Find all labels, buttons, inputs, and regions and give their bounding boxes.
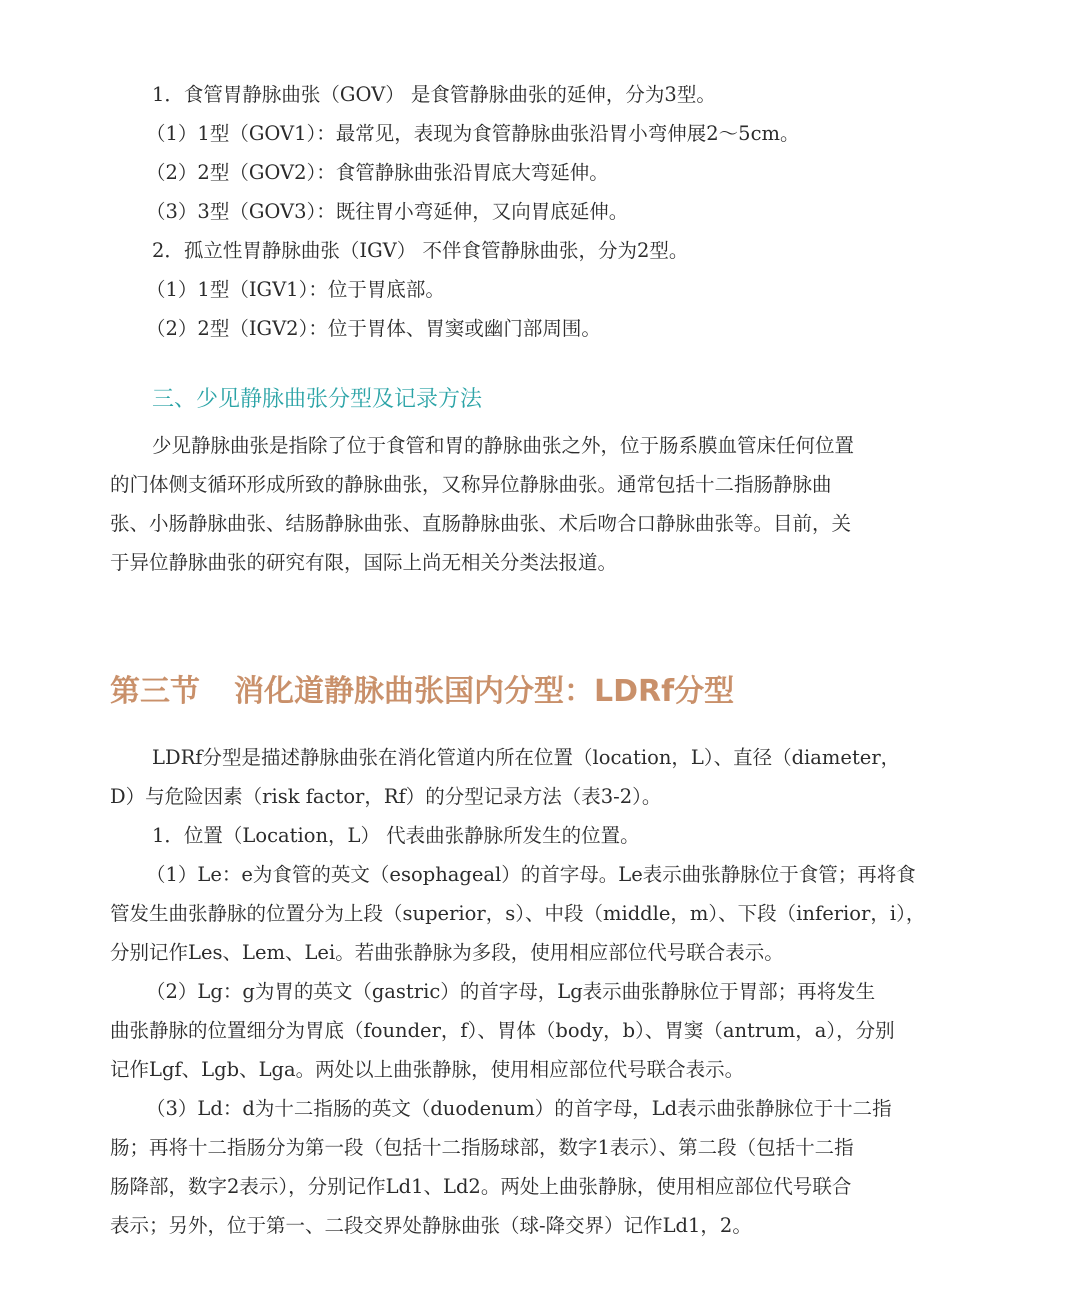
list-item-location: 1．位置（Location，L） 代表曲张静脉所发生的位置。 <box>152 824 640 847</box>
paragraph-line: 表示；另外，位于第一、二段交界处静脉曲张（球-降交界）记作Ld1，2。 <box>110 1214 752 1237</box>
list-subitem-igv2: （2）2型（IGV2）：位于胃体、胃窦或幽门部周围。 <box>146 317 601 340</box>
paragraph-line: 于异位静脉曲张的研究有限，国际上尚无相关分类法报道。 <box>110 551 618 574</box>
list-item-gov: 1．食管胃静脉曲张（GOV） 是食管静脉曲张的延伸，分为3型。 <box>152 83 716 106</box>
paragraph-line: 少见静脉曲张是指除了位于食管和胃的静脉曲张之外，位于肠系膜血管床任何位置 <box>152 434 855 457</box>
paragraph-line: （2）Lg：g为胃的英文（gastric）的首字母，Lg表示曲张静脉位于胃部；再将发生 <box>146 980 876 1003</box>
paragraph-line: D）与危险因素（risk factor，Rf）的分型记录方法（表3-2）。 <box>110 785 662 808</box>
paragraph-line: （1）Le：e为食管的英文（esophageal）的首字母。Le表示曲张静脉位于食管；再将食 <box>146 863 916 886</box>
paragraph-line: 记作Lgf、Lgb、Lga。两处以上曲张静脉，使用相应部位代号联合表示。 <box>110 1058 745 1081</box>
paragraph-line: 分别记作Les、Lem、Lei。若曲张静脉为多段，使用相应部位代号联合表示。 <box>110 941 784 964</box>
paragraph-line: 管发生曲张静脉的位置分为上段（superior，s）、中段（middle，m）、下段（inferior，i）， <box>110 902 926 925</box>
paragraph-line: （3）Ld：d为十二指肠的英文（duodenum）的首字母，Ld表示曲张静脉位于十二指 <box>146 1097 892 1120</box>
paragraph-line: 的门体侧支循环形成所致的静脉曲张，又称异位静脉曲张。通常包括十二指肠静脉曲 <box>110 473 832 496</box>
list-subitem-igv1: （1）1型（IGV1）：位于胃底部。 <box>146 278 445 301</box>
paragraph-line: 肠降部，数字2表示），分别记作Ld1、Ld2。两处上曲张静脉，使用相应部位代号联合 <box>110 1175 852 1198</box>
list-item-igv: 2．孤立性胃静脉曲张（IGV） 不伴食管静脉曲张，分为2型。 <box>152 239 689 262</box>
chapter-label: 第三节 <box>110 674 200 709</box>
list-subitem-gov2: （2）2型（GOV2）：食管静脉曲张沿胃底大弯延伸。 <box>146 161 609 184</box>
paragraph-line: 肠；再将十二指肠分为第一段（包括十二指肠球部，数字1表示）、第二段（包括十二指 <box>110 1136 854 1159</box>
chapter-heading <box>110 666 734 710</box>
paragraph-line: LDRf分型是描述静脉曲张在消化管道内所在位置（location，L）、直径（diameter， <box>152 746 901 769</box>
list-subitem-gov1: （1）1型（GOV1）：最常见，表现为食管静脉曲张沿胃小弯伸展2～5cm。 <box>146 122 800 145</box>
paragraph-line: 张、小肠静脉曲张、结肠静脉曲张、直肠静脉曲张、术后吻合口静脉曲张等。目前，关 <box>110 512 852 535</box>
paragraph-line: 曲张静脉的位置细分为胃底（founder，f）、胃体（body，b）、胃窦（antrum，a），分别 <box>110 1019 895 1042</box>
section-heading-rare-varices: 三、少见静脉曲张分型及记录方法 <box>152 387 483 412</box>
list-subitem-gov3: （3）3型（GOV3）：既往胃小弯延伸，又向胃底延伸。 <box>146 200 629 223</box>
chapter-title: 消化道静脉曲张国内分型：LDRf分型 <box>234 674 735 709</box>
